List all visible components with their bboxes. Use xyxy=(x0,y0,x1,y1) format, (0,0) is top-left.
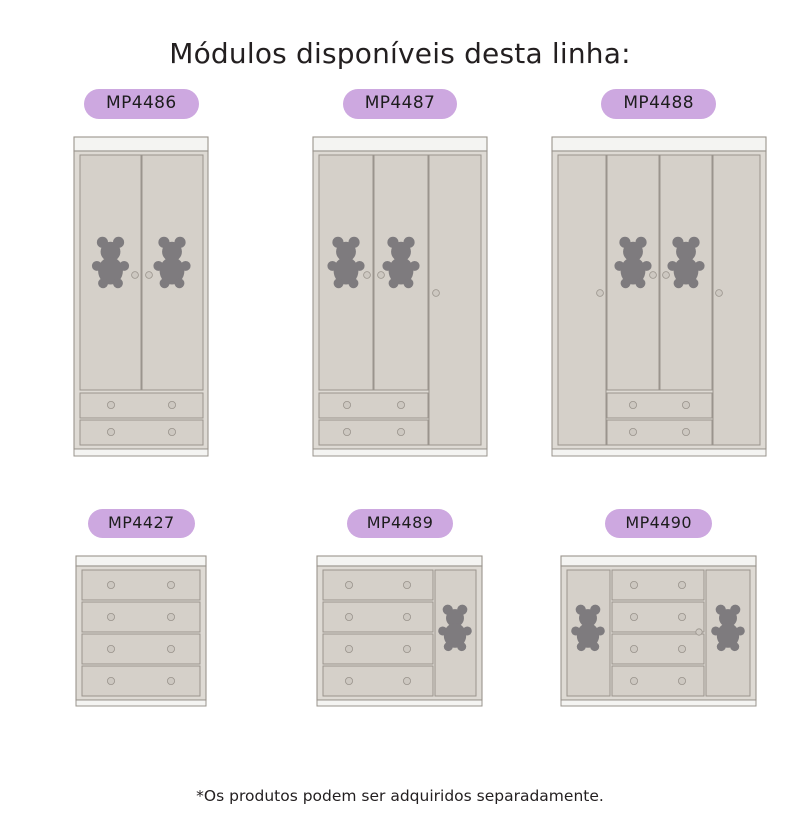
module-code-badge: MP4488 xyxy=(601,89,716,119)
module-code-badge: MP4487 xyxy=(343,89,458,119)
module-code-badge: MP4427 xyxy=(88,509,195,538)
module-card-mp4490[interactable] xyxy=(529,509,788,739)
dresser-4-drawers-2-doors-illustration xyxy=(551,552,766,712)
module-code-badge: MP4490 xyxy=(605,509,712,538)
module-code-badge: MP4489 xyxy=(347,509,454,538)
wardrobe-3-doors-illustration xyxy=(305,133,495,463)
footnote: *Os produtos podem ser adquiridos separadamente. xyxy=(196,786,604,805)
dresser-4-drawers-1-door-illustration xyxy=(307,552,492,712)
module-card-mp4489[interactable] xyxy=(271,509,530,739)
module-card-mp4488[interactable] xyxy=(529,89,788,509)
wardrobe-2-doors-illustration xyxy=(66,133,216,463)
wardrobe-4-doors-illustration xyxy=(544,133,774,463)
module-card-mp4427[interactable] xyxy=(12,509,271,739)
module-grid xyxy=(0,89,800,739)
dresser-4-drawers-illustration xyxy=(66,552,216,712)
module-card-mp4487[interactable] xyxy=(271,89,530,509)
module-card-mp4486[interactable] xyxy=(12,89,271,509)
page-title: Módulos disponíveis desta linha: xyxy=(169,36,631,70)
module-code-badge: MP4486 xyxy=(84,89,199,119)
